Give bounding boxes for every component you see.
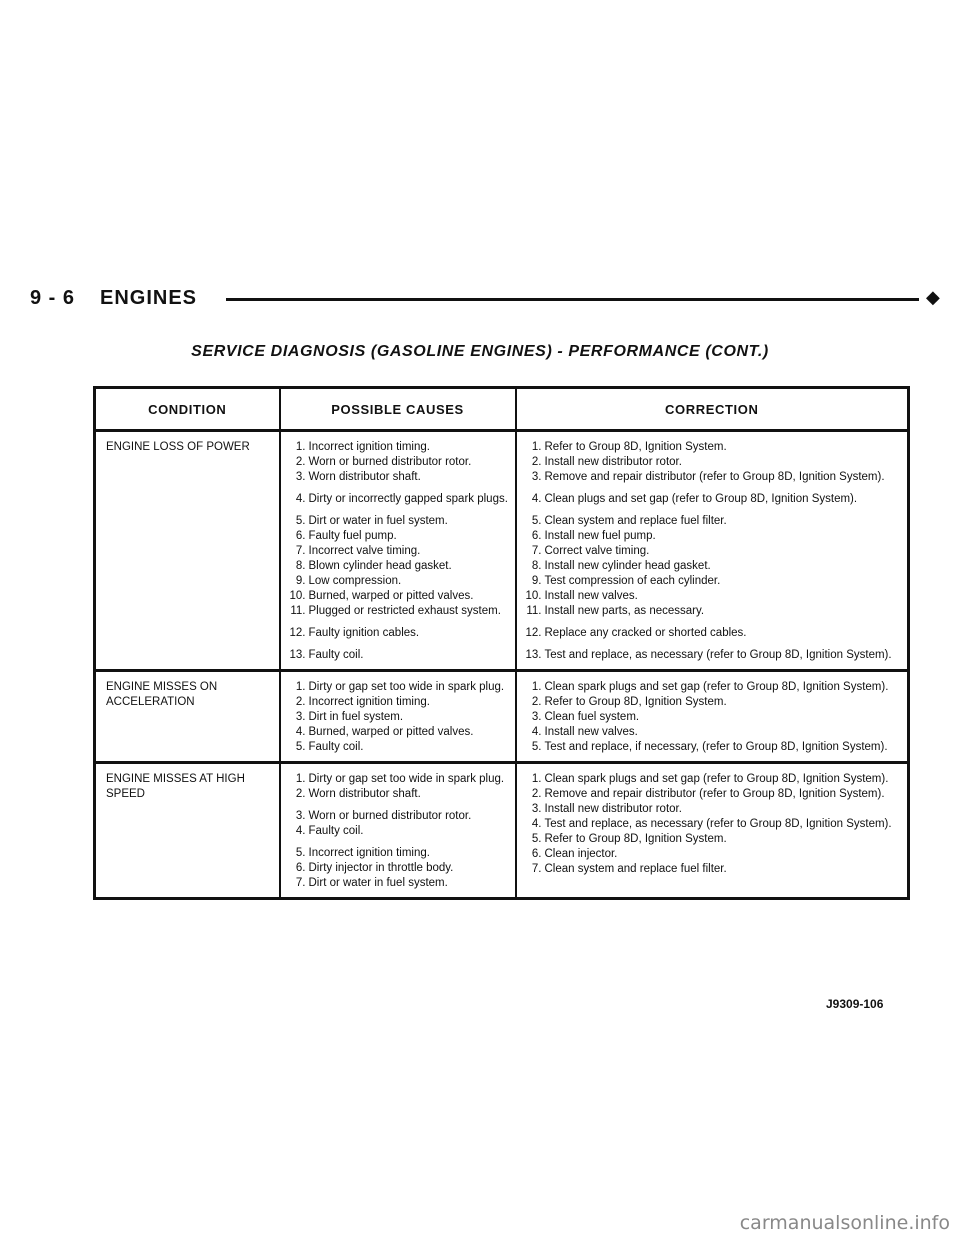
correction-item (525, 455, 902, 470)
figure-id: J9309-106 (826, 997, 884, 1011)
diamond-icon: ◆ (926, 287, 940, 307)
header-possible-causes: POSSIBLE CAUSES (280, 388, 516, 431)
table-header-row (95, 388, 909, 431)
item-text: Install new distributor rotor. (544, 456, 682, 468)
item-text: Dirty or gap set too wide in spark plug. (308, 773, 505, 785)
item-number: 3. (295, 471, 306, 483)
condition-text: ENGINE MISSES AT HIGH SPEED (106, 773, 245, 800)
corrections-cell (516, 431, 909, 671)
cause-item (289, 440, 509, 455)
corrections-cell (516, 671, 909, 763)
cause-item (289, 648, 509, 663)
item-text: Dirt in fuel system. (308, 711, 404, 723)
item-text: Correct valve timing. (544, 545, 650, 557)
item-text: Install new valves. (544, 726, 638, 738)
correction-item (525, 725, 902, 740)
item-text: Faulty coil. (308, 825, 364, 837)
item-number: 3. (531, 471, 542, 483)
item-text: Test compression of each cylinder. (544, 575, 721, 587)
section-title: ENGINES (100, 287, 198, 309)
cause-item (289, 574, 509, 589)
cause-item (289, 740, 509, 755)
cause-item (289, 772, 509, 787)
item-number: 6. (531, 848, 542, 860)
item-text: Clean fuel system. (544, 711, 640, 723)
item-text: Burned, warped or pitted valves. (308, 726, 474, 738)
item-number: 11. (526, 605, 542, 617)
item-text: Dirty or gap set too wide in spark plug. (308, 681, 505, 693)
correction-item (525, 740, 902, 755)
condition-cell (95, 763, 280, 899)
item-text: Install new valves. (544, 590, 638, 602)
item-number: 7. (531, 545, 542, 557)
correction-item (525, 832, 902, 847)
item-number: 1. (531, 681, 542, 693)
correction-item (525, 817, 902, 832)
cause-item (289, 787, 509, 802)
item-number: 13. (525, 649, 542, 661)
causes-list (289, 440, 509, 663)
item-text: Install new fuel pump. (544, 530, 656, 542)
table-title: SERVICE DIAGNOSIS (GASOLINE ENGINES) - PERFORMANCE (CONT.) (191, 343, 769, 360)
correction-item (525, 589, 902, 604)
condition-text: ENGINE LOSS OF POWER (106, 441, 250, 453)
item-text: Remove and repair distributor (refer to Group 8D, Ignition System). (544, 788, 885, 800)
causes-list (289, 772, 509, 891)
item-text: Remove and repair distributor (refer to Group 8D, Ignition System). (544, 471, 885, 483)
correction-item (525, 787, 902, 802)
item-number: 9. (531, 575, 542, 587)
item-number: 7. (295, 877, 306, 889)
cause-item (289, 492, 509, 507)
item-text: Test and replace, if necessary, (refer to Group 8D, Ignition System). (544, 741, 888, 753)
item-text: Plugged or restricted exhaust system. (308, 605, 501, 617)
item-text: Blown cylinder head gasket. (308, 560, 452, 572)
item-number: 6. (295, 530, 306, 542)
item-number: 5. (295, 515, 306, 527)
item-text: Refer to Group 8D, Ignition System. (544, 696, 727, 708)
correction-item (525, 559, 902, 574)
corrections-list (525, 440, 902, 663)
item-text: Install new parts, as necessary. (544, 605, 705, 617)
item-text: Clean plugs and set gap (refer to Group 8D, Ignition System). (544, 493, 858, 505)
item-number: 3. (295, 711, 306, 723)
item-number: 10. (289, 590, 306, 602)
correction-item (525, 802, 902, 817)
item-text: Install new distributor rotor. (544, 803, 682, 815)
correction-item (525, 574, 902, 589)
header-rule (226, 298, 919, 301)
item-number: 12. (525, 627, 542, 639)
correction-item (525, 648, 902, 663)
item-number: 4. (295, 726, 306, 738)
item-text: Worn distributor shaft. (308, 788, 421, 800)
causes-cell (280, 763, 516, 899)
item-text: Worn or burned distributor rotor. (308, 456, 472, 468)
condition-cell (95, 431, 280, 671)
correction-item (525, 710, 902, 725)
item-text: Incorrect ignition timing. (308, 696, 430, 708)
item-text: Install new cylinder head gasket. (544, 560, 711, 572)
cause-item (289, 455, 509, 470)
cause-item (289, 809, 509, 824)
correction-item (525, 529, 902, 544)
item-number: 13. (289, 649, 306, 661)
item-text: Refer to Group 8D, Ignition System. (544, 441, 727, 453)
cause-item (289, 876, 509, 891)
correction-item (525, 862, 902, 877)
item-number: 1. (531, 441, 542, 453)
cause-item (289, 470, 509, 485)
item-number: 4. (531, 493, 542, 505)
causes-list (289, 680, 509, 755)
item-number: 1. (295, 773, 306, 785)
cause-item (289, 846, 509, 861)
cause-item (289, 695, 509, 710)
cause-item (289, 604, 509, 619)
item-number: 2. (531, 788, 542, 800)
correction-item (525, 847, 902, 862)
item-text: Low compression. (308, 575, 402, 587)
correction-item (525, 695, 902, 710)
item-text: Clean injector. (544, 848, 618, 860)
item-number: 11. (290, 605, 306, 617)
item-text: Clean spark plugs and set gap (refer to Group 8D, Ignition System). (544, 681, 889, 693)
cause-item (289, 529, 509, 544)
correction-item (525, 440, 902, 455)
item-text: Clean system and replace fuel filter. (544, 863, 727, 875)
item-number: 2. (531, 456, 542, 468)
correction-item (525, 470, 902, 485)
item-number: 2. (531, 696, 542, 708)
item-number: 3. (295, 810, 306, 822)
item-text: Worn distributor shaft. (308, 471, 421, 483)
item-number: 1. (295, 441, 306, 453)
item-number: 5. (531, 833, 542, 845)
correction-item (525, 604, 902, 619)
causes-cell (280, 671, 516, 763)
corrections-cell (516, 763, 909, 899)
cause-item (289, 589, 509, 604)
item-text: Replace any cracked or shorted cables. (544, 627, 747, 639)
item-text: Faulty coil. (308, 649, 364, 661)
correction-item (525, 544, 902, 559)
item-text: Worn or burned distributor rotor. (308, 810, 472, 822)
correction-item (525, 680, 902, 695)
correction-item (525, 514, 902, 529)
item-number: 6. (295, 862, 306, 874)
header-condition: CONDITION (95, 388, 280, 431)
item-number: 3. (531, 711, 542, 723)
item-text: Clean system and replace fuel filter. (544, 515, 727, 527)
item-number: 5. (531, 741, 542, 753)
item-text: Incorrect ignition timing. (308, 847, 430, 859)
item-number: 2. (295, 696, 306, 708)
condition-cell (95, 671, 280, 763)
item-number: 6. (531, 530, 542, 542)
item-text: Dirty or incorrectly gapped spark plugs. (308, 493, 508, 505)
item-text: Burned, warped or pitted valves. (308, 590, 474, 602)
item-text: Dirt or water in fuel system. (308, 515, 448, 527)
site-watermark: carmanualsonline.info (739, 1212, 950, 1234)
item-number: 5. (295, 741, 306, 753)
item-number: 1. (531, 773, 542, 785)
item-number: 4. (531, 818, 542, 830)
item-number: 7. (295, 545, 306, 557)
item-text: Faulty coil. (308, 741, 364, 753)
item-number: 10. (525, 590, 542, 602)
cause-item (289, 824, 509, 839)
item-number: 3. (531, 803, 542, 815)
item-text: Faulty ignition cables. (308, 627, 420, 639)
item-text: Dirt or water in fuel system. (308, 877, 448, 889)
table-row (95, 431, 909, 671)
item-text: Test and replace, as necessary (refer to Group 8D, Ignition System). (544, 649, 892, 661)
item-text: Incorrect valve timing. (308, 545, 421, 557)
corrections-list (525, 680, 902, 755)
item-number: 7. (531, 863, 542, 875)
item-number: 8. (295, 560, 306, 572)
cause-item (289, 710, 509, 725)
cause-item (289, 559, 509, 574)
correction-item (525, 492, 902, 507)
item-number: 2. (295, 788, 306, 800)
header-correction: CORRECTION (516, 388, 909, 431)
cause-item (289, 680, 509, 695)
item-number: 8. (531, 560, 542, 572)
item-number: 5. (531, 515, 542, 527)
corrections-list (525, 772, 902, 877)
item-number: 4. (295, 825, 306, 837)
item-text: Test and replace, as necessary (refer to Group 8D, Ignition System). (544, 818, 892, 830)
item-text: Refer to Group 8D, Ignition System. (544, 833, 727, 845)
table-row (95, 671, 909, 763)
causes-cell (280, 431, 516, 671)
item-text: Clean spark plugs and set gap (refer to Group 8D, Ignition System). (544, 773, 889, 785)
cause-item (289, 861, 509, 876)
cause-item (289, 514, 509, 529)
item-text: Dirty injector in throttle body. (308, 862, 454, 874)
item-text: Incorrect ignition timing. (308, 441, 430, 453)
correction-item (525, 772, 902, 787)
page-header (30, 287, 940, 315)
page-number: 9 - 6 (30, 287, 76, 309)
item-number: 9. (295, 575, 306, 587)
condition-text: ENGINE MISSES ON ACCELERATION (106, 681, 218, 708)
item-number: 12. (289, 627, 306, 639)
table-body (95, 431, 909, 899)
item-number: 4. (295, 493, 306, 505)
item-number: 2. (295, 456, 306, 468)
cause-item (289, 626, 509, 641)
item-number: 1. (295, 681, 306, 693)
correction-item (525, 626, 902, 641)
item-number: 4. (531, 726, 542, 738)
cause-item (289, 544, 509, 559)
diagnosis-table (93, 386, 910, 900)
item-number: 5. (295, 847, 306, 859)
item-text: Faulty fuel pump. (308, 530, 397, 542)
table-row (95, 763, 909, 899)
cause-item (289, 725, 509, 740)
